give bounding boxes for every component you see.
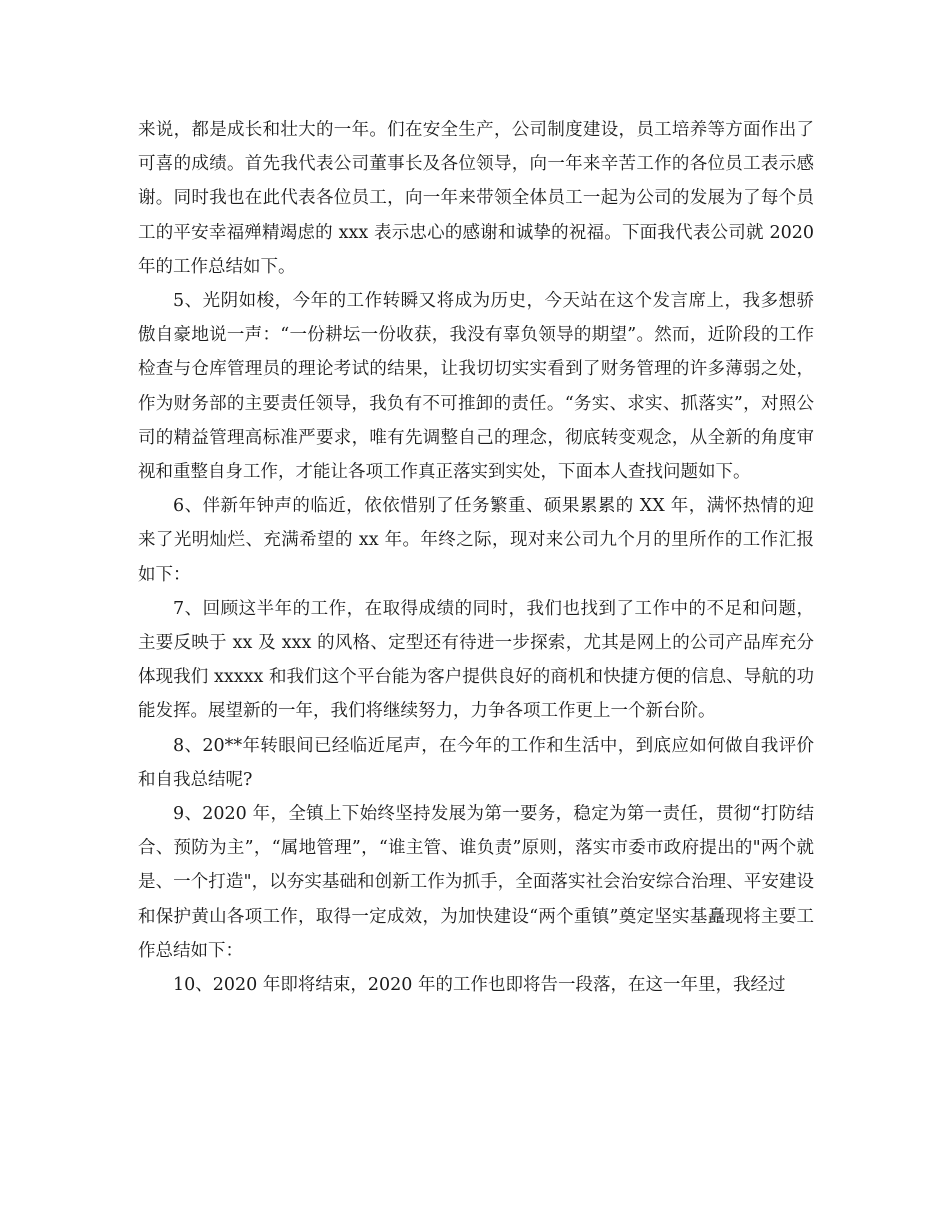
paragraph-continuation: 来说，都是成长和壮大的一年。们在安全生产，公司制度建设，员工培养等方面作出了可喜的成绩。首先我代表公司董事长及各位领导，向一年来辛苦工作的各位员工表示感谢。同时我也在此代表各位员工，向一年来带领全体员工一起为公司的发展为了每个员工的平安幸福殚精竭虑的 xxx 表示忠心的感谢和诚挚的祝福。下面我代表公司就 2020 年的工作总结如下。 [138, 120, 814, 277]
paragraph-6: 6、伴新年钟声的临近，依依惜别了任务繁重、硕果累累的 XX 年，满怀热情的迎来了光明灿烂、充满希望的 xx 年。年终之际，现对来公司九个月的里所作的工作汇报如下： [138, 496, 814, 585]
paragraph-8: 8、20**年转眼间已经临近尾声，在今年的工作和生活中，到底应如何做自我评价和自我总结呢? [138, 735, 814, 790]
document-body [138, 113, 814, 1002]
paragraph-10: 10、2020 年即将结束，2020 年的工作也即将告一段落，在这一年里，我经过 [173, 975, 786, 996]
paragraph-5: 5、光阴如梭，今年的工作转瞬又将成为历史，今天站在这个发言席上，我多想骄傲自豪地说一声：“一份耕坛一份收获，我没有辜负领导的期望”。然而，近阶段的工作检查与仓库管理员的理论考试的结果，让我切切实实看到了财务管理的许多薄弱之处，作为财务部的主要责任领导，我负有不可推卸的责任。“务实、求实、抓落实”，对照公司的精益管理高标准严要求，唯有先调整自己的理念，彻底转变观念，从全新的角度审视和重整自身工作，才能让各项工作真正落实到实处，下面本人查找问题如下。 [138, 291, 814, 483]
paragraph-7: 7、回顾这半年的工作，在取得成绩的同时，我们也找到了工作中的不足和问题，主要反映于 xx 及 xxx 的风格、定型还有待进一步探索，尤其是网上的公司产品库充分体现我们 xxxxx 和我们这个平台能为客户提供良好的商机和快捷方便的信息、导航的功能发挥。展望新的一年，我们将继续努力，力争各项工作更上一个新台阶。 [138, 598, 814, 722]
paragraph-9: 9、2020 年，全镇上下始终坚持发展为第一要务，稳定为第一责任，贯彻“打防结合、预防为主”，“属地管理”，“谁主管、谁负责”原则，落实市委市政府提出的"两个就是、一个打造"，以夯实基础和创新工作为抓手，全面落实社会治安综合治理、平安建设和保护黄山各项工作，取得一定成效，为加快建设“两个重镇”奠定坚实基矗现将主要工作总结如下： [138, 804, 814, 961]
